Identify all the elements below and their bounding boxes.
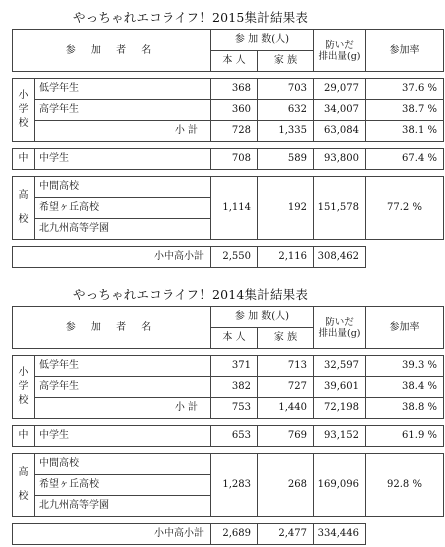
cell-emission: 169,096 bbox=[314, 454, 366, 517]
total-row bbox=[13, 524, 444, 545]
school-name: 希望ヶ丘高校 bbox=[35, 198, 211, 219]
cell-rate: 61.9 % bbox=[366, 426, 444, 447]
cell-family: 632 bbox=[258, 100, 314, 121]
cell-family: 713 bbox=[258, 356, 314, 377]
school-name: 北九州高等学園 bbox=[35, 219, 211, 240]
table-title-2015: やっちゃれエコライフ！2015集計結果表 bbox=[73, 10, 309, 25]
header-count: 参 加 数(人) bbox=[211, 307, 314, 328]
header-participants: 参 加 者 名 bbox=[13, 30, 211, 72]
cell-emission: 151,578 bbox=[314, 177, 366, 240]
subtotal-row bbox=[13, 121, 444, 142]
cell-family: 1,335 bbox=[258, 121, 314, 142]
cell-self: 382 bbox=[211, 377, 258, 398]
row-name: 高学年生 bbox=[35, 100, 211, 121]
cell-family: 769 bbox=[258, 426, 314, 447]
cell-self: 368 bbox=[211, 79, 258, 100]
cell-self: 1,283 bbox=[211, 454, 258, 517]
cell-rate: 38.1 % bbox=[366, 121, 444, 142]
cell-family: 2,116 bbox=[258, 247, 314, 268]
cell-self: 371 bbox=[211, 356, 258, 377]
cell-family: 703 bbox=[258, 79, 314, 100]
cell-self: 708 bbox=[211, 149, 258, 170]
group-label-middle: 中 bbox=[13, 426, 35, 447]
header-count: 参 加 数(人) bbox=[211, 30, 314, 51]
table-title-2014: やっちゃれエコライフ！2014集計結果表 bbox=[73, 287, 309, 302]
header-self: 本 人 bbox=[211, 51, 258, 72]
row-name: 低学年生 bbox=[35, 79, 211, 100]
cell-emission: 93,800 bbox=[314, 149, 366, 170]
group-label-high: 高校 bbox=[13, 454, 35, 517]
cell-emission: 63,084 bbox=[314, 121, 366, 142]
cell-emission: 39,601 bbox=[314, 377, 366, 398]
header-rate: 参加率 bbox=[366, 30, 444, 72]
table-row bbox=[13, 426, 444, 447]
row-name: 小 計 bbox=[35, 398, 211, 419]
cell-self: 360 bbox=[211, 100, 258, 121]
subtotal-row bbox=[13, 398, 444, 419]
cell-emission: 334,446 bbox=[314, 524, 366, 545]
cell-family: 589 bbox=[258, 149, 314, 170]
cell-family: 727 bbox=[258, 377, 314, 398]
row-name: 小中高小計 bbox=[13, 524, 211, 545]
cell-rate: 38.4 % bbox=[366, 377, 444, 398]
cell-emission: 29,077 bbox=[314, 79, 366, 100]
results-table-2015 bbox=[12, 29, 444, 268]
row-name: 低学年生 bbox=[35, 356, 211, 377]
group-label-middle: 中 bbox=[13, 149, 35, 170]
table-row bbox=[13, 79, 444, 100]
header-self: 本 人 bbox=[211, 328, 258, 349]
table-row bbox=[13, 100, 444, 121]
total-row bbox=[13, 247, 444, 268]
cell-self: 1,114 bbox=[211, 177, 258, 240]
cell-self: 2,689 bbox=[211, 524, 258, 545]
cell-self: 653 bbox=[211, 426, 258, 447]
table-row bbox=[13, 177, 444, 198]
header-family: 家 族 bbox=[258, 328, 314, 349]
cell-emission: 32,597 bbox=[314, 356, 366, 377]
cell-family: 192 bbox=[258, 177, 314, 240]
cell-family: 268 bbox=[258, 454, 314, 517]
results-table-2014 bbox=[12, 306, 444, 545]
cell-family: 2,477 bbox=[258, 524, 314, 545]
group-label-elementary: 小学校 bbox=[13, 356, 35, 419]
cell-family: 1,440 bbox=[258, 398, 314, 419]
header-rate: 参加率 bbox=[366, 307, 444, 349]
cell-rate: 38.7 % bbox=[366, 100, 444, 121]
row-name: 小 計 bbox=[35, 121, 211, 142]
row-name: 高学年生 bbox=[35, 377, 211, 398]
school-name: 北九州高等学園 bbox=[35, 496, 211, 517]
cell-emission: 93,152 bbox=[314, 426, 366, 447]
school-name: 中間高校 bbox=[35, 177, 211, 198]
group-label-elementary: 小学校 bbox=[13, 79, 35, 142]
cell-self: 2,550 bbox=[211, 247, 258, 268]
cell-emission: 308,462 bbox=[314, 247, 366, 268]
cell-rate: 92.8 % bbox=[366, 454, 444, 517]
header-prevented: 防いだ 排出量(g) bbox=[314, 307, 366, 349]
group-label-high: 高校 bbox=[13, 177, 35, 240]
cell-emission: 72,198 bbox=[314, 398, 366, 419]
cell-self: 753 bbox=[211, 398, 258, 419]
header-family: 家 族 bbox=[258, 51, 314, 72]
cell-emission: 34,007 bbox=[314, 100, 366, 121]
cell-rate: 39.3 % bbox=[366, 356, 444, 377]
table-row bbox=[13, 377, 444, 398]
cell-rate: 38.8 % bbox=[366, 398, 444, 419]
table-row bbox=[13, 149, 444, 170]
table-row bbox=[13, 356, 444, 377]
row-name: 中学生 bbox=[35, 426, 211, 447]
table-row bbox=[13, 454, 444, 475]
school-name: 中間高校 bbox=[35, 454, 211, 475]
row-name: 小中高小計 bbox=[13, 247, 211, 268]
cell-rate: 77.2 % bbox=[366, 177, 444, 240]
cell-rate: 37.6 % bbox=[366, 79, 444, 100]
row-name: 中学生 bbox=[35, 149, 211, 170]
cell-rate: 67.4 % bbox=[366, 149, 444, 170]
cell-self: 728 bbox=[211, 121, 258, 142]
school-name: 希望ヶ丘高校 bbox=[35, 475, 211, 496]
header-participants: 参 加 者 名 bbox=[13, 307, 211, 349]
header-prevented: 防いだ 排出量(g) bbox=[314, 30, 366, 72]
